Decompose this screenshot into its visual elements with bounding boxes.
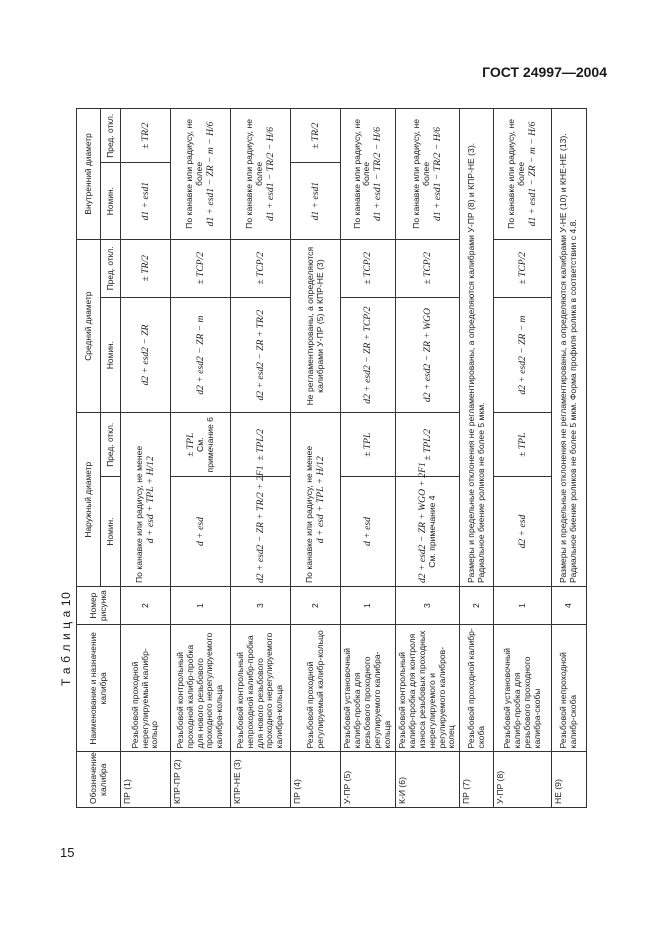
inner-span-text: По канавке или радиусу, не более bbox=[411, 119, 432, 229]
col-middle-nominal: Номин. bbox=[101, 297, 121, 413]
outer-nominal: d + esd bbox=[171, 477, 231, 587]
outer-nominal-formula: d2 + esd2 − ZR + WGO + 2F1 bbox=[417, 462, 429, 583]
col-middle-diameter: Средний диаметр bbox=[77, 239, 101, 413]
row-figure: 3 bbox=[396, 587, 460, 625]
row-code: КПР-НЕ (3) bbox=[231, 752, 291, 808]
inner-span-formula: d1 + esd1 − TR/2 − H/6 bbox=[372, 126, 384, 221]
row-code: ПР (1) bbox=[121, 752, 171, 808]
row-figure: 1 bbox=[171, 587, 231, 625]
inner-span-text: По канавке или радиусу, не более bbox=[184, 119, 204, 229]
span-note: Размеры и предельные отклонения не регламентированы, а определяются калибрами У-ПР (8) и КПР-НЕ (3). Радиальное биение роликов не более 5 мкм. bbox=[460, 109, 494, 587]
outer-span-text: По канавке или радиусу, не менее bbox=[304, 445, 315, 583]
outer-deviation-value: ± TPL bbox=[185, 432, 197, 457]
row-figure: 4 bbox=[552, 587, 587, 625]
row-code: ПР (7) bbox=[460, 752, 494, 808]
row-name: Резьбовой непроходной калибр-скоба bbox=[552, 625, 587, 752]
row-code: У-ПР (8) bbox=[494, 752, 552, 808]
outer-nominal: d2 + esd2 − ZR + TR/2 + 2F1 bbox=[231, 477, 291, 587]
outer-deviation: ± TPL/2 bbox=[396, 413, 460, 477]
table-row bbox=[291, 109, 341, 808]
header-row-1 bbox=[77, 109, 101, 808]
inner-diameter-span bbox=[171, 109, 231, 240]
row-figure: 3 bbox=[231, 587, 291, 625]
row-name: Резьбовой контрольный непроходной калибр-пробка для нового резьбового проходного нерегулируемого калибра-кольца bbox=[231, 625, 291, 752]
outer-deviation: ± TPL bbox=[341, 413, 396, 477]
table-row bbox=[121, 109, 171, 808]
col-outer-nominal: Номин. bbox=[101, 477, 121, 587]
outer-nominal-note: См. примечание 4 bbox=[427, 495, 438, 568]
inner-span-formula: d1 + esd1 − ZR − m − H/6 bbox=[527, 121, 539, 227]
rotated-table-wrapper bbox=[76, 108, 584, 808]
middle-deviation: ± TR/2 bbox=[121, 239, 171, 297]
row-code: У-ПР (5) bbox=[341, 752, 396, 808]
row-name: Резьбовой установочный калибр-пробка для резьбового проходного регулируемого калибра-кольца bbox=[341, 625, 396, 752]
outer-span-text: По канавке или радиусу, не менее bbox=[134, 445, 145, 583]
outer-nominal: d2 + esd bbox=[494, 477, 552, 587]
col-inner-deviation: Пред. откл. bbox=[101, 109, 121, 163]
middle-nominal: d2 + esd2 − ZR − m bbox=[494, 297, 552, 413]
row-figure: 1 bbox=[341, 587, 396, 625]
inner-span-text: По канавке или радиусу, не более bbox=[351, 119, 372, 229]
middle-nominal: d2 + esd2 − ZR + TR/2 bbox=[231, 297, 291, 413]
outer-deviation: ± TPL/2 bbox=[231, 413, 291, 477]
row-code: КПР-ПР (2) bbox=[171, 752, 231, 808]
inner-diameter-span bbox=[396, 109, 460, 240]
middle-nominal: d2 + esd2 − ZR bbox=[121, 297, 171, 413]
middle-deviation: ± TCP/2 bbox=[341, 239, 396, 297]
page-number: 15 bbox=[60, 845, 75, 860]
middle-deviation: ± TCP/2 bbox=[494, 239, 552, 297]
inner-span-text: По канавке или радиусу, не более bbox=[244, 119, 264, 229]
inner-span-formula: d1 + esd1 − TR/2 − H/6 bbox=[264, 126, 276, 221]
table-row bbox=[231, 109, 291, 808]
col-outer-diameter: Наружный диаметр bbox=[77, 413, 101, 587]
middle-diameter-span: Не регламентированы, а определяются калибрами У-ПР (5) и КПР-НЕ (3) bbox=[291, 239, 341, 413]
table-row bbox=[552, 109, 587, 808]
middle-nominal: d2 + esd2 − ZR + TCP/2 bbox=[341, 297, 396, 413]
middle-nominal: d2 + esd2 − ZR + WGO bbox=[396, 297, 460, 413]
inner-deviation: ± TR/2 bbox=[291, 109, 341, 163]
outer-span-formula: d + esd + TPL + H/12 bbox=[314, 456, 326, 544]
row-name: Резьбовой установочный калибр-пробка для резьбового проходного калибра-скобы bbox=[494, 625, 552, 752]
row-name: Резьбовой проходной нерегулируемый калибр-кольцо bbox=[121, 625, 171, 752]
table-row bbox=[460, 109, 494, 808]
table-row bbox=[396, 109, 460, 808]
row-code: НЕ (9) bbox=[552, 752, 587, 808]
table-row bbox=[341, 109, 396, 808]
span-note: Размеры и предельные отклонения не регламентированы, а определяются калибрами У-НЕ (10) и КНЕ-НЕ (13). Радиальное биение роликов не более 5 мкм. Форма профиля ролика в соответствии с 4.8. bbox=[552, 109, 587, 587]
middle-deviation: ± TCP/2 bbox=[396, 239, 460, 297]
calibers-table bbox=[76, 108, 587, 808]
row-figure: 1 bbox=[494, 587, 552, 625]
inner-span-formula: d1 + esd1 − ZR − m − H/6 bbox=[204, 121, 216, 227]
outer-diameter-span bbox=[121, 413, 171, 587]
outer-nominal: d + esd bbox=[341, 477, 396, 587]
middle-nominal: d2 + esd2 − ZR − m bbox=[171, 297, 231, 413]
row-code: ПР (4) bbox=[291, 752, 341, 808]
col-designation: Обозначение калибра bbox=[77, 752, 121, 808]
col-figure: Номер рисунка bbox=[77, 587, 121, 625]
inner-span-formula: d1 + esd1 − TR/2 − H/6 bbox=[431, 126, 443, 221]
table-row bbox=[494, 109, 552, 808]
inner-nominal: d1 + esd1 bbox=[291, 163, 341, 239]
table-caption: Т а б л и ц а 10 bbox=[59, 591, 73, 686]
row-code: К-И (6) bbox=[396, 752, 460, 808]
outer-deviation bbox=[171, 413, 231, 477]
inner-diameter-span bbox=[231, 109, 291, 240]
row-name: Резьбовой контрольный калибр-пробка для контроля износа резьбовых проходных нерегулируемого и регулируемого калибров-колец bbox=[396, 625, 460, 752]
inner-deviation: ± TR/2 bbox=[121, 109, 171, 163]
inner-nominal: d1 + esd1 bbox=[121, 163, 171, 239]
col-inner-nominal: Номин. bbox=[101, 163, 121, 239]
inner-span-text: По канавке или радиусу, не более bbox=[506, 119, 527, 229]
outer-span-formula: d + esd + TPL + H/12 bbox=[144, 456, 156, 544]
document-code: ГОСТ 24997—2004 bbox=[482, 64, 607, 80]
table-row bbox=[171, 109, 231, 808]
row-name: Резьбовой проходной калибр-скоба bbox=[460, 625, 494, 752]
row-figure: 2 bbox=[460, 587, 494, 625]
row-figure: 2 bbox=[121, 587, 171, 625]
outer-diameter-span bbox=[291, 413, 341, 587]
row-name: Резьбовой проходной регулируемый калибр-кольцо bbox=[291, 625, 341, 752]
middle-deviation: ± TCP/2 bbox=[171, 239, 231, 297]
outer-deviation: ± TPL bbox=[494, 413, 552, 477]
row-figure: 2 bbox=[291, 587, 341, 625]
middle-deviation: ± TCP/2 bbox=[231, 239, 291, 297]
col-name: Наименование и назначение калибра bbox=[77, 625, 121, 752]
inner-diameter-span bbox=[341, 109, 396, 240]
inner-diameter-span bbox=[494, 109, 552, 240]
row-name: Резьбовой контрольный проходной калибр-пробка для нового резьбового проходного нерегулируемого калибра-кольца bbox=[171, 625, 231, 752]
outer-nominal bbox=[396, 462, 460, 587]
col-outer-deviation: Пред. откл. bbox=[101, 413, 121, 477]
col-middle-deviation: Пред. откл. bbox=[101, 239, 121, 297]
outer-deviation-note: См. примечание 6 bbox=[195, 417, 216, 473]
col-inner-diameter: Внутренний диаметр bbox=[77, 109, 101, 240]
